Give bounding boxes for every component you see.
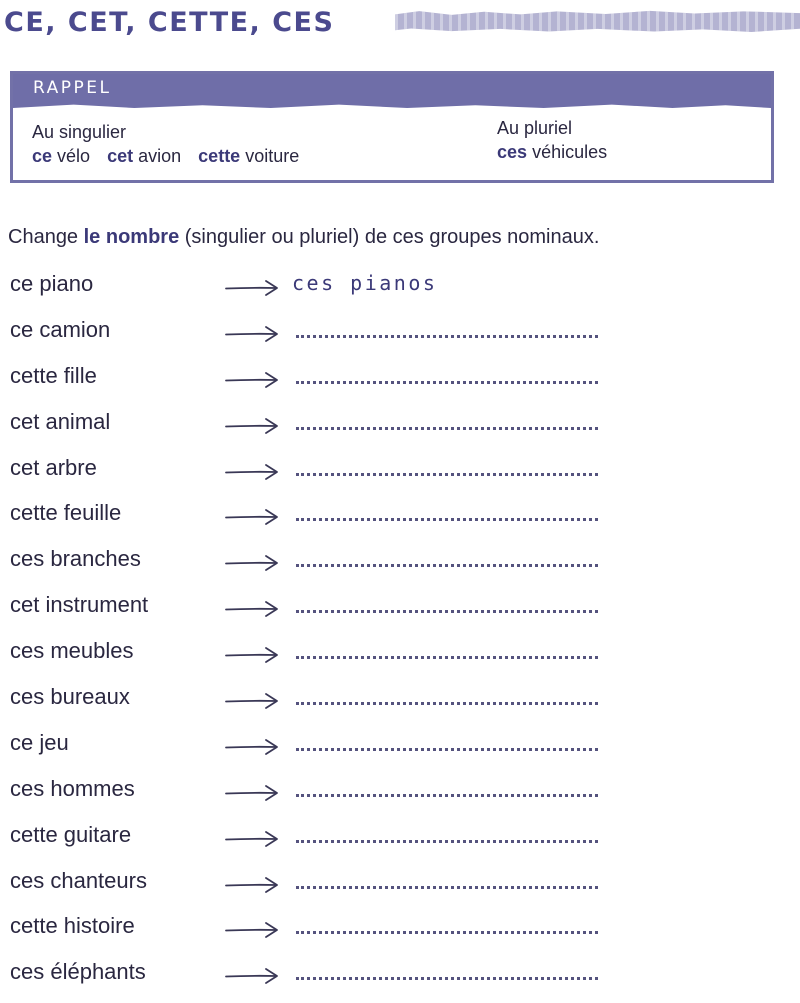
rappel-header-band <box>13 74 771 108</box>
exercise-phrase: cet arbre <box>10 454 97 480</box>
arrow-icon <box>224 691 280 711</box>
singular-det-cet: cet <box>107 146 134 166</box>
answer-dotted-line[interactable] <box>296 702 598 705</box>
exercise-phrase: ce jeu <box>10 729 69 755</box>
arrow-icon <box>224 553 280 573</box>
plural-section <box>497 116 607 164</box>
exercise-phrase: cette fille <box>10 362 97 388</box>
exercise-phrase: ces hommes <box>10 775 135 801</box>
exercise-phrase: ces branches <box>10 546 141 572</box>
exercise-row <box>0 814 800 860</box>
exercise-phrase: ces meubles <box>10 638 134 664</box>
answer-dotted-line[interactable] <box>296 840 598 843</box>
exercise-row <box>0 951 800 997</box>
arrow-icon <box>224 462 280 482</box>
page-title: CE, CET, CETTE, CES <box>4 6 335 38</box>
answer-dotted-line[interactable] <box>296 473 598 476</box>
exercise-phrase: cette feuille <box>10 500 122 526</box>
exercise-row <box>0 447 800 493</box>
exercise-row <box>0 905 800 951</box>
rappel-label: RAPPEL <box>33 78 112 98</box>
arrow-icon <box>224 875 280 895</box>
plural-heading: Au pluriel <box>497 118 573 138</box>
plural-det-ces: ces <box>497 142 528 162</box>
answer-dotted-line[interactable] <box>296 381 598 384</box>
singular-examples <box>32 144 299 168</box>
exercise-phrase: ces chanteurs <box>10 867 147 893</box>
instruction-text <box>8 226 599 249</box>
exercise-phrase: ce camion <box>10 316 111 342</box>
exercise-row <box>0 263 800 309</box>
arrow-icon <box>224 829 280 849</box>
instruction-after: (singulier ou pluriel) de ces groupes nominaux. <box>179 226 600 248</box>
answer-dotted-line[interactable] <box>296 427 598 430</box>
arrow-icon <box>224 370 280 390</box>
exercise-row <box>0 492 800 538</box>
answer-dotted-line[interactable] <box>296 794 598 797</box>
singular-section <box>32 120 299 168</box>
arrow-icon <box>224 599 280 619</box>
singular-noun-voiture: voiture <box>245 146 300 166</box>
answer-dotted-line[interactable] <box>296 977 598 980</box>
exercise-row <box>0 860 800 906</box>
exercise-row <box>0 309 800 355</box>
arrow-icon <box>224 737 280 757</box>
exercise-phrase: ces bureaux <box>10 684 130 710</box>
arrow-icon <box>224 324 280 344</box>
handwritten-answer: ces pianos <box>292 271 438 295</box>
exercise-phrase: ces éléphants <box>10 959 146 985</box>
singular-noun-velo: vélo <box>57 146 91 166</box>
exercise-row <box>0 355 800 401</box>
title-decoration-band <box>395 10 800 32</box>
arrow-icon <box>224 966 280 986</box>
instruction-before: Change <box>8 226 84 248</box>
exercise-phrase: cette guitare <box>10 821 132 847</box>
exercise-row <box>0 630 800 676</box>
arrow-icon <box>224 783 280 803</box>
exercise-phrase: cette histoire <box>10 913 135 939</box>
exercise-phrase: ce piano <box>10 271 94 296</box>
arrow-icon <box>224 920 280 940</box>
answer-dotted-line[interactable] <box>296 886 598 889</box>
exercise-row <box>0 538 800 584</box>
exercise-row <box>0 768 800 814</box>
plural-example <box>497 140 607 164</box>
exercise-row <box>0 584 800 630</box>
exercise-phrase: cet instrument <box>10 592 149 618</box>
answer-dotted-line[interactable] <box>296 656 598 659</box>
exercise-phrase: cet animal <box>10 408 111 434</box>
exercise-row <box>0 401 800 447</box>
singular-heading: Au singulier <box>32 122 127 142</box>
instruction-bold: le nombre <box>83 226 180 248</box>
singular-det-cette: cette <box>198 146 241 166</box>
exercise-row <box>0 722 800 768</box>
arrow-icon <box>224 645 280 665</box>
answer-dotted-line[interactable] <box>296 610 598 613</box>
answer-dotted-line[interactable] <box>296 335 598 338</box>
exercise-list <box>0 263 800 997</box>
exercise-row <box>0 676 800 722</box>
plural-noun-vehicules: véhicules <box>532 142 608 162</box>
arrow-icon <box>224 278 280 298</box>
arrow-icon <box>224 416 280 436</box>
answer-dotted-line[interactable] <box>296 931 598 934</box>
arrow-icon <box>224 507 280 527</box>
answer-dotted-line[interactable] <box>296 564 598 567</box>
answer-dotted-line[interactable] <box>296 748 598 751</box>
rappel-box <box>10 71 774 183</box>
singular-noun-avion: avion <box>138 146 182 166</box>
singular-det-ce: ce <box>32 146 53 166</box>
answer-dotted-line[interactable] <box>296 518 598 521</box>
